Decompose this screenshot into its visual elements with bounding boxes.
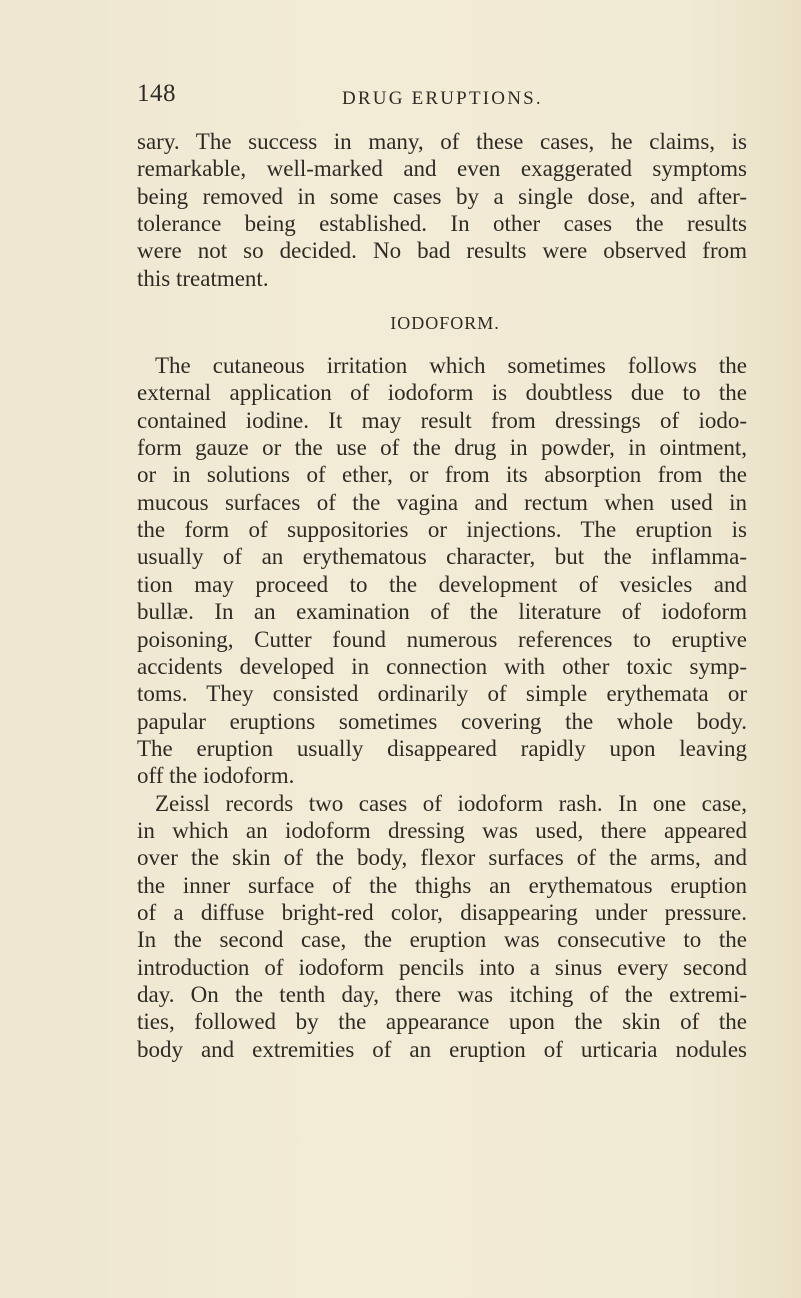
text-line: tion may proceed to the development of vesicles and: [137, 571, 747, 597]
text-line: external application of iodoform is doubtless due to the: [137, 380, 747, 406]
text-line: being removed in some cases by a single dose, and after-: [137, 183, 747, 209]
text-line: ties, followed by the appearance upon the skin of the: [137, 1009, 747, 1035]
text-line: accidents developed in connection with other toxic symp-: [137, 653, 747, 679]
text-line: the inner surface of the thighs an erythematous eruption: [137, 872, 747, 898]
text-line: this treatment.: [137, 265, 269, 291]
text-line: papular eruptions sometimes covering the whole body.: [137, 708, 747, 734]
text-line: the form of suppositories or injections. The eruption is: [137, 517, 747, 543]
text-line: body and extremities of an eruption of urticaria nodules: [137, 1036, 747, 1062]
text-line: off the iodoform.: [137, 763, 295, 789]
text-block: [137, 128, 747, 1063]
paragraph-iodoform-intro: [137, 352, 747, 790]
running-head: [137, 80, 737, 112]
text-line: sary. The success in many, of these cases, he claims, is: [137, 129, 747, 154]
text-line: were not so decided. No bad results were observed from: [137, 238, 747, 264]
text-line: in which an iodoform dressing was used, there appeared: [137, 817, 747, 843]
text-line: introduction of iodoform pencils into a sinus every second: [137, 954, 747, 980]
text-line: tolerance being established. In other cases the results: [137, 211, 747, 237]
text-line: remarkable, well-marked and even exaggerated symptoms: [137, 156, 747, 182]
text-line: form gauze or the use of the drug in powder, in ointment,: [137, 435, 747, 461]
section-heading: IODOFORM.: [390, 313, 500, 334]
text-line: toms. They consisted ordinarily of simple erythemata or: [137, 681, 747, 707]
text-line: day. On the tenth day, there was itching of the extremi-: [137, 981, 747, 1007]
text-line: bullæ. In an examination of the literature of iodoform: [137, 599, 747, 625]
text-line: contained iodine. It may result from dressings of iodo-: [137, 407, 747, 433]
running-title: DRUG ERUPTIONS.: [342, 88, 543, 109]
page-number: 148: [137, 80, 176, 107]
text-line: of a diffuse bright-red color, disappearing under pressure.: [137, 899, 747, 925]
text-line: or in solutions of ether, or from its absorption from the: [137, 462, 747, 488]
text-line: The eruption usually disappeared rapidly upon leaving: [137, 735, 747, 761]
text-line: over the skin of the body, flexor surfaces of the arms, and: [137, 845, 747, 871]
paragraph-zeissl-cases: [137, 790, 747, 1063]
text-line: usually of an erythematous character, but the inflamma-: [137, 544, 747, 570]
text-line: poisoning, Cutter found numerous references to eruptive: [137, 626, 747, 652]
text-line: mucous surfaces of the vagina and rectum when used in: [137, 489, 747, 515]
paragraph-continuation: [137, 128, 747, 292]
text-line: In the second case, the eruption was consecutive to the: [137, 927, 747, 953]
text-line: Zeissl records two cases of iodoform rash. In one case,: [155, 790, 747, 816]
text-line: The cutaneous irritation which sometimes follows the: [155, 353, 747, 379]
